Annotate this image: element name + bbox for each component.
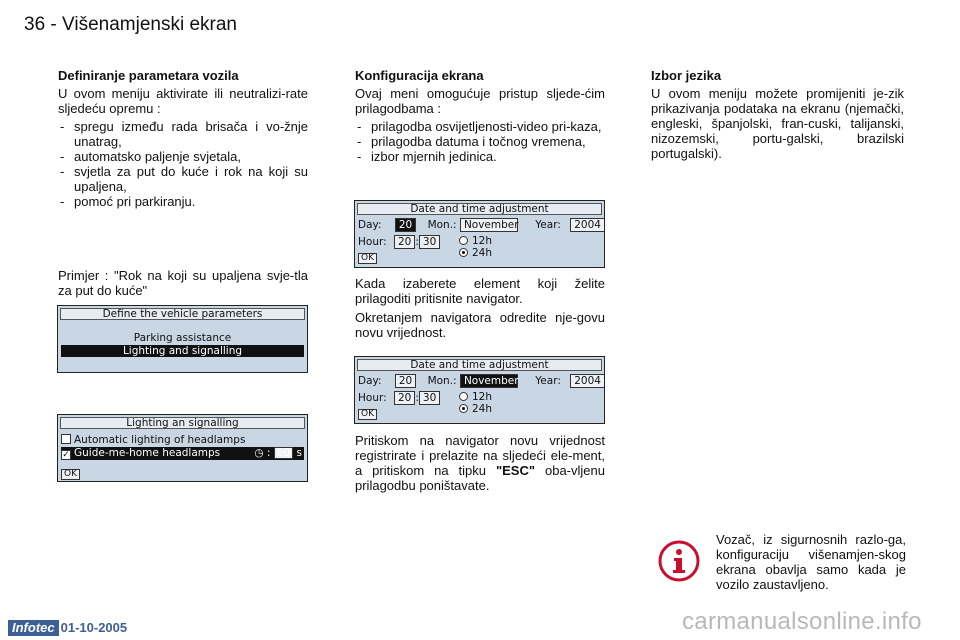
option-label: Guide-me-home headlamps	[74, 447, 221, 459]
check-icon[interactable]: ✓	[62, 450, 70, 460]
month-label: Mon.:	[427, 375, 457, 387]
option-12h[interactable]	[459, 235, 492, 247]
year-field[interactable]: 2004	[570, 374, 605, 388]
paragraph: Kada izaberete element koji želite prilagoditi pritisnite navigator.	[355, 276, 605, 306]
option-label: 12h	[472, 391, 493, 403]
footer-date: 01-10-2005	[60, 620, 128, 635]
screen-title: Date and time adjustment	[357, 359, 602, 371]
section-heading: Izbor jezika	[651, 68, 722, 83]
date-row	[358, 218, 605, 232]
hour-field[interactable]: 20	[394, 235, 415, 249]
column-vehicle-parameters	[58, 68, 308, 209]
time-separator: :	[415, 236, 419, 248]
paragraph: Okretanjem navigatora odredite nje-govu novu vrijednost.	[355, 310, 605, 340]
safety-warning: Vozač, iz sigurnosnih razlo-ga, konfiguraciju višenamjen-skog ekrana obavlja samo kada je vozilo zaustavljeno.	[716, 532, 906, 592]
duration-unit: s	[296, 447, 302, 459]
screen-title: Lighting an signalling	[60, 417, 305, 429]
screen-date-time-day-selected	[354, 200, 605, 268]
screen-date-time-month-selected	[354, 356, 605, 424]
minute-field[interactable]: 30	[419, 235, 440, 249]
screen-lighting-signalling	[57, 414, 308, 482]
text-run: Pritiskom na navigator novu vrijednost registrirate i prelazite na sljedeći ele-ment, a pritiskom na tipku	[355, 433, 605, 478]
clock-icon: ◷	[254, 447, 264, 459]
radio-button[interactable]	[459, 404, 468, 413]
hour-label: Hour:	[358, 392, 387, 404]
text-run: oba-vljenu prilagodbu poništavate.	[355, 463, 605, 493]
radio-button[interactable]	[459, 392, 468, 401]
minute-field[interactable]: 30	[419, 391, 440, 405]
column-screen-configuration	[355, 68, 605, 164]
day-label: Day:	[358, 219, 382, 231]
list-item: - spregu između rada brisača i vo-žnje unatrag,	[58, 119, 308, 149]
month-field[interactable]: November	[460, 218, 518, 232]
footer	[8, 619, 127, 635]
list-item: - automatsko paljenje svjetala,	[58, 149, 308, 164]
year-label: Year:	[535, 219, 561, 231]
paragraph-confirm	[355, 433, 605, 493]
option-label: 24h	[472, 247, 493, 259]
ok-button[interactable]: OK	[358, 409, 377, 420]
option-automatic-lighting[interactable]	[61, 434, 245, 446]
day-field[interactable]: 20	[395, 374, 416, 388]
month-field[interactable]: November	[460, 374, 518, 388]
day-label: Day:	[358, 375, 382, 387]
option-24h[interactable]	[459, 403, 492, 415]
paragraph-select-element	[355, 276, 605, 340]
radio-button[interactable]	[459, 236, 468, 245]
list-item: - izbor mjernih jedinica.	[355, 149, 605, 164]
page-title: 36 - Višenamjenski ekran	[24, 14, 237, 35]
watermark: carmanualsonline.info	[682, 608, 922, 635]
esc-key-label: "ESC"	[495, 463, 536, 478]
time-separator: :	[415, 392, 419, 404]
list-item: - prilagodba osvijetljenosti-video pri-kaza,	[355, 119, 605, 134]
date-row	[358, 374, 605, 388]
option-guide-me-home[interactable]	[61, 447, 304, 460]
list-item: - svjetla za put do kuće i rok na koji su upaljena,	[58, 164, 308, 194]
infotec-logo: Infotec	[8, 620, 59, 636]
checkbox[interactable]	[61, 434, 71, 444]
time-row	[358, 235, 440, 249]
time-row	[358, 391, 440, 405]
duration-value[interactable]: 60	[274, 447, 293, 459]
option-24h[interactable]	[459, 247, 492, 259]
section-heading: Konfiguracija ekrana	[355, 68, 484, 83]
month-label: Mon.:	[427, 219, 457, 231]
column-language	[651, 68, 904, 161]
option-label: Automatic lighting of headlamps	[74, 434, 246, 446]
radio-button[interactable]	[459, 248, 468, 257]
hour-label: Hour:	[358, 236, 387, 248]
ok-button[interactable]: OK	[61, 469, 80, 480]
screen-title: Date and time adjustment	[357, 203, 602, 215]
menu-item-parking-assistance[interactable]: Parking assistance	[133, 332, 232, 344]
paragraph: U ovom meniju aktivirate ili neutralizi-rate sljedeću opremu :	[58, 86, 308, 116]
year-field[interactable]: 2004	[570, 218, 605, 232]
option-label: 12h	[472, 235, 493, 247]
paragraph: Ovaj meni omogućuje pristup sljede-ćim prilagodbama :	[355, 86, 605, 116]
duration-value-group: ◷ : 60 s	[254, 447, 302, 459]
option-label: 24h	[472, 403, 493, 415]
list-item: - pomoć pri parkiranju.	[58, 194, 308, 209]
screen-title: Define the vehicle parameters	[60, 308, 305, 320]
year-label: Year:	[535, 375, 561, 387]
screen-define-vehicle-parameters	[57, 305, 308, 373]
menu-item-lighting-signalling[interactable]: Lighting and signalling	[61, 345, 304, 357]
bullet-list	[355, 119, 605, 164]
list-item: - prilagodba datuma i točnog vremena,	[355, 134, 605, 149]
day-field[interactable]: 20	[395, 218, 416, 232]
hour-field[interactable]: 20	[394, 391, 415, 405]
section-heading: Definiranje parametara vozila	[58, 68, 239, 83]
bullet-list	[58, 119, 308, 209]
ok-button[interactable]: OK	[358, 253, 377, 264]
option-12h[interactable]	[459, 391, 492, 403]
paragraph	[355, 433, 605, 493]
example-caption: Primjer : "Rok na koji su upaljena svje-tla za put do kuće"	[58, 268, 308, 298]
paragraph: U ovom meniju možete promijeniti je-zik prikazivanja podataka na ekranu (njemački, engleski, španjolski, fran-cuski, talijanski, nizozemski, portu-galski, brazilski portugalski).	[651, 86, 904, 161]
info-icon	[658, 540, 700, 582]
